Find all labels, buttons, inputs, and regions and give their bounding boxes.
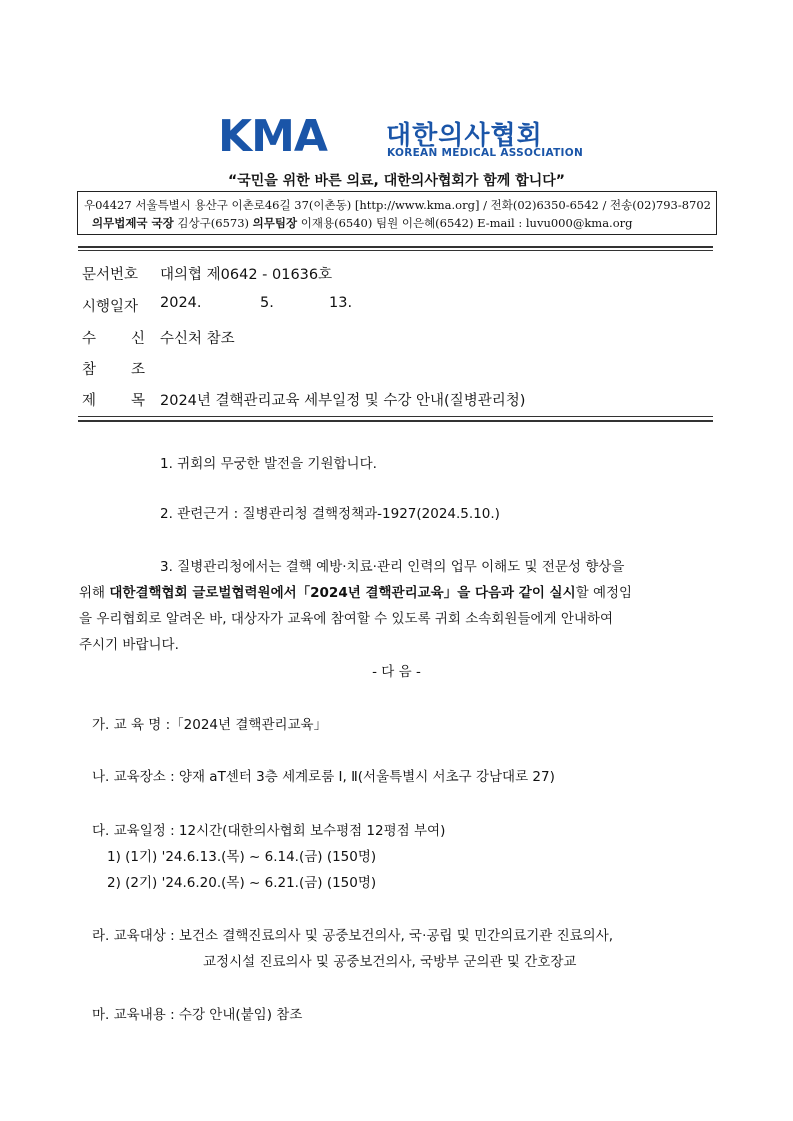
logo-letters: KMA [218,111,327,162]
reference-label-2: 조 [131,362,146,378]
org-name-ko: 대한의사협회 [386,121,543,151]
subject-value: 2024년 결핵관리교육 세부일정 및 수강 안내(질병관리청) [160,393,526,409]
doc-number-label: 문서번호 [82,267,139,283]
paragraph-3-line-2 [79,581,632,601]
contact-dept-title: 의무법제국 국장 [92,216,174,230]
subject-label-2: 목 [131,393,146,409]
recipient-label-2: 신 [131,331,146,347]
item-da-2: 2) (2기) '24.6.20.(목) ~ 6.21.(금) (150명) [107,875,377,891]
slogan: “국민을 위한 바른 의료, 대한의사협회가 함께 합니다” [228,173,565,189]
item-ra-line-1: 라. 교육대상 : 보건소 결핵진료의사 및 공중보건의사, 국·공립 및 민간의료기관 진료의사, [92,928,614,944]
header-rule-top-2 [78,250,713,251]
item-da-1: 1) (1기) '24.6.13.(목) ~ 6.14.(금) (150명) [107,849,377,865]
doc-number-value: 대의협 제0642 - 01636호 [160,267,333,283]
kma-logo [218,111,584,162]
contact-team-title: 의무팀장 [252,216,298,230]
contact-line-1: 우04427 서울특별시 용산구 이촌로46길 37(이촌동) [http://www.kma.org] / 전화(02)6350-6542 / 전송(02)793-8702 [84,198,711,212]
org-name-en: KOREAN MEDICAL ASSOCIATION [387,147,584,159]
contact-box [77,191,717,235]
paragraph-3-line-4: 주시기 바랍니다. [79,637,179,653]
p3-line2-pre: 위해 [79,585,110,601]
p3-line2-bold: 대한결핵협회 글로벌협력원에서「2024년 결핵관리교육」을 다음과 같이 실시 [109,585,576,601]
paragraph-3-line-1: 3. 질병관리청에서는 결핵 예방·치료·관리 인력의 업무 이해도 및 전문성 향상을 [160,559,625,575]
paragraph-3-line-3: 을 우리협회로 알려온 바, 대상자가 교육에 참여할 수 있도록 귀회 소속회원들에게 안내하여 [79,611,614,627]
reference-label-1: 참 [82,362,97,378]
date-day: 13. [329,295,353,311]
below-heading: - 다 음 - [372,664,421,680]
item-ma: 마. 교육내용 : 수강 안내(붙임) 참조 [92,1007,303,1023]
contact-line-2 [92,215,632,231]
recipient-label-1: 수 [82,331,97,347]
subject-label-1: 제 [82,393,97,409]
paragraph-1: 1. 귀회의 무궁한 발전을 기원합니다. [160,456,377,472]
contact-team-info: 이재용(6540) 팀원 이은혜(6542) E-mail : luvu000@kma.org [297,216,633,230]
item-da: 다. 교육일정 : 12시간(대한의사협회 보수평점 12평점 부여) [92,823,446,839]
date-year: 2024. [160,295,202,311]
recipient-value: 수신처 참조 [160,331,235,347]
item-na: 나. 교육장소 : 양재 aT센터 3층 세계로룸 Ⅰ, Ⅱ(서울특별시 서초구 강남대로 27) [92,769,555,785]
item-ga: 가. 교 육 명 :「2024년 결핵관리교육」 [92,717,328,733]
contact-dept-person: 김상구(6573) [173,216,253,230]
header-rule-top [78,246,713,248]
header-rule-bottom-2 [78,420,713,422]
date-label: 시행일자 [82,299,139,315]
p3-line2-post: 할 예정임 [575,585,633,601]
item-ra-line-2: 교정시설 진료의사 및 공중보건의사, 국방부 군의관 및 간호장교 [203,954,577,970]
paragraph-2: 2. 관련근거 : 질병관리청 결핵정책과-1927(2024.5.10.) [160,506,500,522]
header-rule-bottom [78,416,713,417]
date-month: 5. [260,295,274,311]
